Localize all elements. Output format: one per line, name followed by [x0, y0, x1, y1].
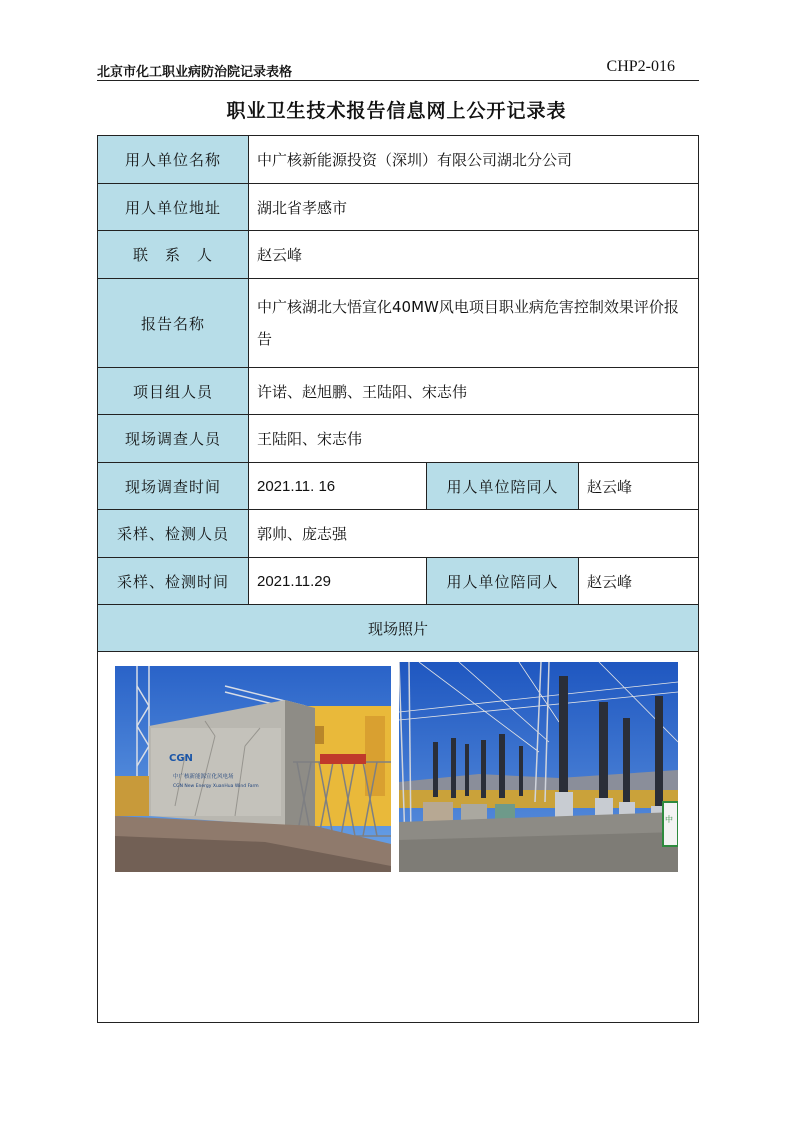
table-row [98, 510, 699, 558]
table-row [98, 231, 699, 279]
survey-companion-label: 用人单位陪同人 [427, 463, 579, 510]
sampling-staff-label: 采样、检测人员 [98, 510, 249, 558]
sampling-time-label: 采样、检测时间 [98, 558, 249, 605]
survey-time-value: 2021.11. 16 [249, 463, 427, 510]
employer-address-value: 湖北省孝感市 [249, 184, 699, 231]
report-name-value: 中广核湖北大悟宣化40MW风电项目职业病危害控制效果评价报告 [249, 279, 699, 368]
sampling-companion-value: 赵云峰 [579, 558, 699, 605]
sampling-time-value: 2021.11.29 [249, 558, 427, 605]
page-title: 职业卫生技术报告信息网上公开记录表 [226, 100, 567, 122]
photo-sign-board-text: 中 [665, 815, 673, 824]
employer-name-value: 中广核新能源投资（深圳）有限公司湖北分公司 [249, 136, 699, 184]
sampling-staff-value: 郭帅、庞志强 [249, 510, 699, 558]
header-code: CHP2-016 [606, 58, 675, 75]
report-name-label: 报告名称 [98, 279, 249, 368]
site-photo-gate [115, 666, 391, 872]
contact-value: 赵云峰 [249, 231, 699, 279]
photo-sign-cn: 中广核新能源宣化风电场 [173, 774, 234, 780]
survey-staff-value: 王陆阳、宋志伟 [249, 415, 699, 463]
survey-staff-label: 现场调查人员 [98, 415, 249, 463]
header-org: 北京市化工职业病防治院记录表格 [97, 65, 293, 80]
contact-label: 联 系 人 [98, 231, 249, 279]
header-divider [97, 80, 699, 81]
survey-time-label: 现场调查时间 [98, 463, 249, 510]
table-row [98, 463, 699, 510]
team-value: 许诺、赵旭鹏、王陆阳、宋志伟 [249, 368, 699, 415]
table-row [98, 605, 699, 652]
table-row [98, 558, 699, 605]
survey-companion-value: 赵云峰 [579, 463, 699, 510]
photos-cell [98, 652, 699, 1023]
table-row [98, 136, 699, 184]
team-label: 项目组人员 [98, 368, 249, 415]
site-photo-substation [399, 662, 678, 872]
photos-label: 现场照片 [98, 605, 699, 652]
record-table [97, 135, 699, 1023]
table-row [98, 415, 699, 463]
sampling-companion-label: 用人单位陪同人 [427, 558, 579, 605]
table-row [98, 368, 699, 415]
table-row [98, 184, 699, 231]
photo-sign-brand: CGN [169, 753, 193, 764]
table-row [98, 652, 699, 1023]
employer-name-label: 用人单位名称 [98, 136, 249, 184]
photo-sign-en: CGN New Energy XuanHua Wind Farm [173, 784, 259, 789]
employer-address-label: 用人单位地址 [98, 184, 249, 231]
table-row [98, 279, 699, 368]
